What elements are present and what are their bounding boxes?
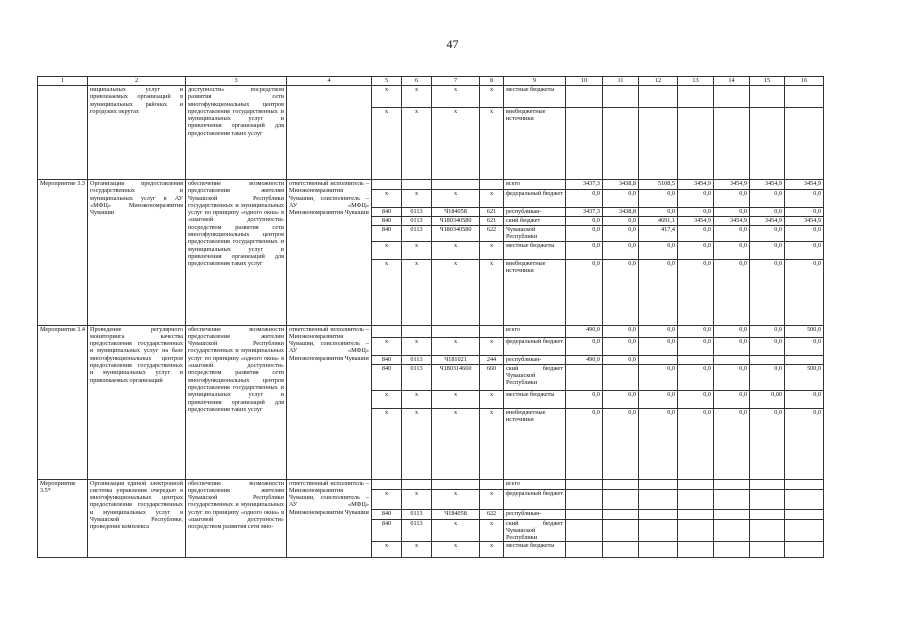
amount-cell: 0,0 [566,241,603,259]
amount-cell [639,479,678,489]
amount-cell [566,108,603,180]
amount-cell: 0,0 [566,337,603,355]
funding-source: внебюджетные источники [504,259,566,325]
amount-cell: 0,0 [714,241,750,259]
target-article: x [432,190,480,208]
responsible-executor: ответственный исполнитель – Минэкономразвития Чувашии, соисполнитель – АУ «МФЦ» Минэкономразвития Чувашии [287,325,372,479]
amount-cell: 0,0 [603,226,639,242]
amount-cell: 0,0 [639,190,678,208]
budget-table [37,76,824,558]
amount-cell: 0,0 [714,226,750,242]
amount-cell: 0,0 [566,190,603,208]
m35-row [38,479,824,489]
cont-row [38,86,824,108]
grbs-code: 840 [372,208,402,217]
target-article [432,325,480,337]
activity-goal: обеспечение возможности предоставления жителям Чувашской Республики государственных и муниципальных услуг по принципу «одного окна» в «шаговой доступности» посредством развития сети мно- [186,479,287,558]
funding-source: внебюджетные источники [504,108,566,180]
amount-cell: 0,0 [714,190,750,208]
header-col-11: 11 [603,77,639,86]
target-article: x [432,489,480,509]
amount-cell: 0,0 [678,259,714,325]
amount-cell [603,86,639,108]
amount-cell [678,542,714,558]
page-number: 47 [446,37,459,51]
amount-cell: 3454,9 [678,217,714,226]
expense-type: x [480,259,504,325]
amount-cell: 0,0 [678,364,714,390]
section-code: x [402,390,432,408]
amount-cell: 0,0 [639,390,678,408]
amount-cell [714,509,750,519]
amount-cell [603,509,639,519]
header-col-10: 10 [566,77,603,86]
section-code: 0113 [402,364,432,390]
expense-type: 621 [480,208,504,217]
amount-cell: 0,0 [714,259,750,325]
amount-cell: 0,0 [639,241,678,259]
amount-cell: 0,0 [603,190,639,208]
amount-cell: 3437,3 [566,208,603,217]
grbs-code: 840 [372,226,402,242]
grbs-code: 840 [372,364,402,390]
target-article: x [432,519,480,542]
amount-cell [639,489,678,509]
amount-cell [714,355,750,364]
grbs-code: 840 [372,519,402,542]
section-code: x [402,86,432,108]
amount-cell: 0,0 [678,241,714,259]
grbs-code: 840 [372,355,402,364]
header-col-2: 2 [88,77,186,86]
grbs-code: x [372,408,402,479]
funding-source: федеральный бюджет [504,337,566,355]
header-col-8: 8 [480,77,504,86]
funding-source: всего [504,479,566,489]
target-article: x [432,390,480,408]
expense-type: x [480,337,504,355]
expense-type: 244 [480,355,504,364]
amount-cell: 5108,5 [639,180,678,190]
grbs-code: x [372,489,402,509]
amount-cell [678,519,714,542]
amount-cell: 0,0 [750,226,785,242]
target-article: Ч181021 [432,355,480,364]
amount-cell: 0,0 [603,259,639,325]
amount-cell: 0,0 [603,408,639,479]
expense-type: 622 [480,226,504,242]
grbs-code [372,180,402,190]
amount-cell: 0,0 [603,217,639,226]
funding-source: ский бюджет Чувашской Республики [504,519,566,542]
amount-cell: 0,0 [678,337,714,355]
expense-type: 621 [480,217,504,226]
amount-cell: 0,0 [678,226,714,242]
section-code [402,479,432,489]
amount-cell [750,108,785,180]
section-code: 0113 [402,355,432,364]
amount-cell [639,519,678,542]
amount-cell: 0,0 [750,325,785,337]
target-article: Ч180340580 [432,217,480,226]
header-col-7: 7 [432,77,480,86]
amount-cell: 417,4 [639,226,678,242]
section-code: x [402,408,432,479]
amount-cell: 0,0 [639,364,678,390]
amount-cell [639,355,678,364]
target-article: Ч184058 [432,509,480,519]
amount-cell [639,509,678,519]
header-col-13: 13 [678,77,714,86]
section-code: x [402,259,432,325]
target-article: x [432,408,480,479]
expense-type: x [480,190,504,208]
amount-cell: 3454,9 [678,180,714,190]
amount-cell [714,86,750,108]
amount-cell: 0,0 [639,208,678,217]
funding-source: федеральный бюджет [504,190,566,208]
header-row [38,77,824,86]
amount-cell [603,519,639,542]
amount-cell: 3454,9 [714,180,750,190]
amount-cell [714,519,750,542]
responsible-executor [287,86,372,180]
amount-cell [678,108,714,180]
target-article: Ч184058 [432,208,480,217]
amount-cell: 3438,8 [603,208,639,217]
amount-cell [714,542,750,558]
amount-cell: 0,0 [750,337,785,355]
expense-type [480,325,504,337]
section-code: 0113 [402,217,432,226]
header-col-4: 4 [287,77,372,86]
section-code: 0113 [402,226,432,242]
funding-source: местные бюджеты [504,241,566,259]
grbs-code: x [372,259,402,325]
expense-type: 622 [480,509,504,519]
amount-cell [750,355,785,364]
amount-cell [750,542,785,558]
amount-cell [714,108,750,180]
amount-cell: 0,0 [785,408,824,479]
section-code: x [402,489,432,509]
grbs-code: 840 [372,217,402,226]
amount-cell: 0,0 [714,325,750,337]
section-code [402,325,432,337]
amount-cell: 0,0 [785,208,824,217]
amount-cell [678,355,714,364]
amount-cell [639,86,678,108]
amount-cell [785,509,824,519]
amount-cell: 0,0 [678,325,714,337]
activity-name: Организация единой электронной системы управления очередью в многофункциональных центрах предоставления государственных и муниципальных услуг в Чувашской Республике, проведение комплекса [88,479,186,558]
amount-cell: 0,0 [750,408,785,479]
expense-type: x [480,408,504,479]
amount-cell [785,479,824,489]
funding-source: республикан- [504,509,566,519]
funding-source: местные бюджеты [504,390,566,408]
amount-cell: 0,0 [639,325,678,337]
activity-number: Мероприятие 3.5* [38,479,88,558]
expense-type: x [480,542,504,558]
activity-name: ниципальных услуг и привлекаемых организаций в муниципальных районах и городских округах [88,86,186,180]
header-col-5: 5 [372,77,402,86]
amount-cell: 0,0 [714,390,750,408]
header-col-12: 12 [639,77,678,86]
grbs-code: x [372,542,402,558]
amount-cell: 0,00 [750,390,785,408]
amount-cell [639,542,678,558]
amount-cell: 490,0 [566,325,603,337]
amount-cell [678,86,714,108]
amount-cell: 0,0 [678,390,714,408]
amount-cell [714,489,750,509]
amount-cell: 0,0 [603,337,639,355]
amount-cell: 0,0 [785,241,824,259]
amount-cell [566,519,603,542]
section-code: 0113 [402,519,432,542]
expense-type [480,180,504,190]
amount-cell: 0,0 [750,259,785,325]
amount-cell: 4691,1 [639,217,678,226]
amount-cell: 0,0 [714,408,750,479]
expense-type: x [480,489,504,509]
expense-type: 660 [480,364,504,390]
amount-cell: 0,0 [566,259,603,325]
amount-cell: 0,0 [714,337,750,355]
amount-cell: 490,0 [566,355,603,364]
header-col-1: 1 [38,77,88,86]
section-code: x [402,190,432,208]
grbs-code: x [372,86,402,108]
amount-cell: 500,0 [785,364,824,390]
funding-source: ский бюджет Чувашской Республики [504,364,566,390]
amount-cell [603,108,639,180]
target-article: x [432,542,480,558]
amount-cell [603,489,639,509]
header-col-3: 3 [186,77,287,86]
amount-cell [566,542,603,558]
amount-cell: 0,0 [785,190,824,208]
funding-source: ский бюджет [504,217,566,226]
amount-cell: 0,0 [785,337,824,355]
amount-cell: 0,0 [678,208,714,217]
amount-cell [750,479,785,489]
target-article: x [432,86,480,108]
activity-goal: обеспечение возможности предоставления жителям Чувашской Республики государственных и муниципальных услуг по принципу «одного окна» в «шаговой доступности» посредством развития сети многофункциональных центров предоставления государственных и муниципальных услуг и привлечения организаций для предоставления таких услуг [186,180,287,326]
amount-cell [603,364,639,390]
amount-cell [750,86,785,108]
amount-cell: 0,0 [603,325,639,337]
funding-source: местные бюджеты [504,542,566,558]
amount-cell: 0,0 [714,208,750,217]
expense-type: x [480,241,504,259]
activity-goal: обеспечение возможности предоставления жителям Чувашской Республики государственных и муниципальных услуг по принципу «одного окна» в «шаговой доступности» посредством развития сети многофункциональных центров предоставления государственных и муниципальных услуг и привлечения организаций для предоставления таких услуг [186,325,287,479]
amount-cell [566,479,603,489]
funding-source: внебюджетные источники [504,408,566,479]
amount-cell: 3454,9 [785,217,824,226]
target-article [432,479,480,489]
header-col-14: 14 [714,77,750,86]
amount-cell: 0,0 [678,408,714,479]
expense-type: x [480,390,504,408]
funding-source: местные бюджеты [504,86,566,108]
target-article: x [432,259,480,325]
amount-cell [603,479,639,489]
amount-cell: 0,0 [785,226,824,242]
responsible-executor: ответственный исполнитель – Минэкономразвития Чувашии, соисполнитель – АУ «МФЦ» Минэкономразвития Чувашии [287,479,372,558]
amount-cell [639,108,678,180]
funding-source: Чувашской Республики [504,226,566,242]
grbs-code: x [372,390,402,408]
section-code: x [402,108,432,180]
grbs-code [372,479,402,489]
expense-type: x [480,86,504,108]
expense-type: x [480,108,504,180]
m33-row [38,180,824,190]
activity-number [38,86,88,180]
expense-type [480,479,504,489]
amount-cell [714,479,750,489]
grbs-code: 840 [372,509,402,519]
funding-source: республикан- [504,355,566,364]
m34-row [38,325,824,337]
amount-cell [678,479,714,489]
amount-cell [750,519,785,542]
amount-cell [785,542,824,558]
amount-cell: 0,0 [566,226,603,242]
activity-name: Организация предоставления государственных и муниципальных услуг в АУ «МФЦ» Минэкономразвития Чувашии [88,180,186,326]
amount-cell: 0,0 [603,241,639,259]
amount-cell [785,355,824,364]
amount-cell: 0,0 [750,190,785,208]
amount-cell [566,86,603,108]
target-article: x [432,108,480,180]
target-article: x [432,241,480,259]
amount-cell: 3454,9 [750,217,785,226]
amount-cell: 0,0 [603,355,639,364]
amount-cell [566,489,603,509]
amount-cell: 3454,9 [750,180,785,190]
grbs-code: x [372,337,402,355]
section-code: x [402,542,432,558]
activity-goal: доступности» посредством развития сети многофункциональных центров предоставления государственных и муниципальных услуг и привлечения организаций для предоставления таких услуг [186,86,287,180]
funding-source: всего [504,325,566,337]
amount-cell: 3454,9 [785,180,824,190]
amount-cell: 0,0 [750,241,785,259]
amount-cell: 0,0 [750,364,785,390]
section-code: 0113 [402,509,432,519]
activity-name: Проведение регулярного мониторинга качества предоставления государственных и муниципальных услуг на базе многофункциональных центров предоставления государственных и муниципальных услуг и привлекаемых организаций [88,325,186,479]
amount-cell: 0,0 [750,208,785,217]
target-article: Ч180314660 [432,364,480,390]
amount-cell: 3454,9 [714,217,750,226]
grbs-code: x [372,108,402,180]
header-col-9: 9 [504,77,566,86]
activity-number: Мероприятие 3.3 [38,180,88,326]
amount-cell: 0,0 [603,390,639,408]
amount-cell [750,509,785,519]
grbs-code: x [372,241,402,259]
funding-source: федеральный бюджет [504,489,566,509]
section-code: 0113 [402,208,432,217]
amount-cell: 0,0 [785,390,824,408]
amount-cell: 0,0 [566,217,603,226]
target-article [432,180,480,190]
amount-cell: 0,0 [566,390,603,408]
target-article: Ч180340580 [432,226,480,242]
amount-cell: 0,0 [639,259,678,325]
header-col-15: 15 [750,77,785,86]
responsible-executor: ответственный исполнитель – Минэкономразвития Чувашии, соисполнитель – АУ «МФЦ» Минэкономразвития Чувашии [287,180,372,326]
activity-number: Мероприятие 3.4 [38,325,88,479]
amount-cell: 0,0 [639,337,678,355]
amount-cell [678,509,714,519]
grbs-code: x [372,190,402,208]
amount-cell [785,489,824,509]
amount-cell: 3438,8 [603,180,639,190]
funding-source: всего [504,180,566,190]
amount-cell [678,489,714,509]
grbs-code [372,325,402,337]
header-col-6: 6 [402,77,432,86]
section-code [402,180,432,190]
amount-cell [785,86,824,108]
amount-cell [603,542,639,558]
amount-cell [566,509,603,519]
amount-cell [785,519,824,542]
funding-source: республикан- [504,208,566,217]
amount-cell: 0,0 [785,259,824,325]
amount-cell: 3437,3 [566,180,603,190]
amount-cell: 500,0 [785,325,824,337]
amount-cell [566,364,603,390]
amount-cell: 0,0 [714,364,750,390]
target-article: x [432,337,480,355]
amount-cell: 0,0 [678,190,714,208]
amount-cell [785,108,824,180]
section-code: x [402,337,432,355]
section-code: x [402,241,432,259]
amount-cell [750,489,785,509]
amount-cell: 0,0 [639,408,678,479]
expense-type: x [480,519,504,542]
header-col-16: 16 [785,77,824,86]
amount-cell: 0,0 [566,408,603,479]
